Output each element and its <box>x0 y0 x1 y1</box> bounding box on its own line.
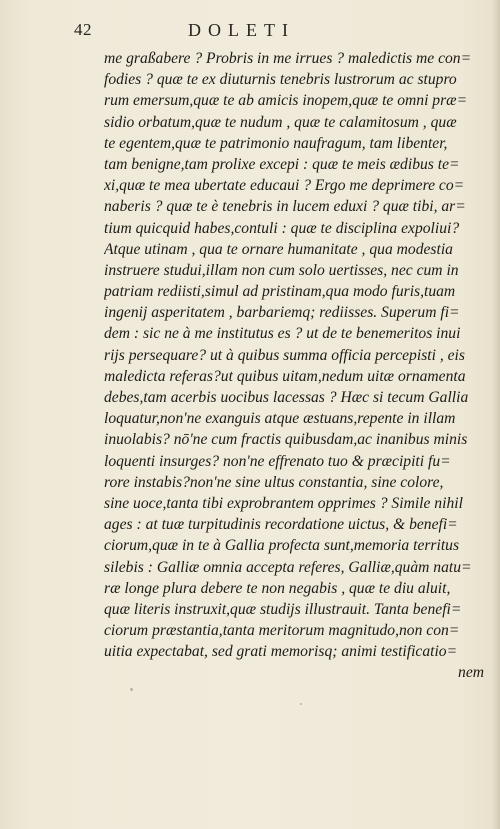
running-title: DOLETI <box>188 20 295 40</box>
text-line: debes,tam acerbis uocibus lacessas ? Hæc si tecum Gallia <box>104 389 469 406</box>
text-line: naberis ? quæ te è tenebris in lucem eduxi ? quæ tibi, ar= <box>104 198 466 216</box>
text-line: Atque utinam , qua te ornare humanitate , qua modestia <box>104 240 453 258</box>
text-line: patriam rediisti,simul ad pristinam,qua modo furis,tuam <box>104 283 456 301</box>
text-line: me graßabere ? Probris in me irrues ? maledictis me con= <box>104 50 472 67</box>
text-line: ræ longe plura debere te non negabis , quæ te diu aluit, <box>104 579 451 597</box>
text-line: instruere studui,illam non cum solo uertisses, nec cum in <box>104 261 459 279</box>
paper-speck <box>130 688 133 691</box>
catchword: nem <box>458 664 484 682</box>
text-line: loquenti insurges? non'ne effrenato tuo & præcipiti fu= <box>104 452 451 470</box>
page-edge-shadow <box>492 0 500 829</box>
text-line: tium quicquid habes,contuli : quæ te disciplina expoliui? <box>104 219 460 237</box>
text-line: uitia expectabat, sed grati memorisq; animi testificatio= <box>104 643 458 661</box>
text-line: dem : sic ne à me institutus es ? ut de te benemeritos inui <box>104 325 461 343</box>
text-line: maledicta referas?ut quibus uitam,nedum uitæ ornamenta <box>104 367 466 385</box>
text-line: rum emersum,quæ te ab amicis inopem,quæ te omni præ= <box>104 92 468 110</box>
text-line: fodies ? quæ te ex diuturnis tenebris lustrorum ac stupro <box>104 71 457 89</box>
text-line: ciorum,quæ in te à Gallia profecta sunt,memoria territus <box>104 537 460 555</box>
text-line: te egentem,quæ te patrimonio naufragum, tam libenter, <box>104 134 448 152</box>
text-line: loquatur,non'ne exanguis atque æstuans,repente in illam <box>104 410 456 428</box>
text-line: rijs persequare? ut à quibus summa officia percepisti , eis <box>104 346 465 364</box>
text-line: xi,quæ te mea ubertate educaui ? Ergo me deprimere co= <box>104 177 465 195</box>
body-text <box>104 48 484 684</box>
text-line: ciorum præstantia,tanta meritorum magnitudo,non con= <box>104 622 460 640</box>
page-number: 42 <box>74 20 92 39</box>
text-line: silebis : Galliæ omnia accepta referes, Galliæ,quàm natu= <box>104 558 472 576</box>
text-line: inuolabis? nō'ne cum fractis quibusdam,ac inanibus minis <box>104 431 468 449</box>
text-line: ingenij asperitatem , barbariemq; rediisses. Superum fi= <box>104 304 460 322</box>
text-line: tam benigne,tam prolixe excepi : quæ te meis ædibus te= <box>104 155 460 173</box>
running-head <box>0 20 500 44</box>
text-line: ages : at tuæ turpitudinis recordatione uictus, & benefi= <box>104 516 458 534</box>
text-line: rore instabis?non'ne sine ultus constantia, sine colore, <box>104 473 444 491</box>
text-line: quæ literis instruxit,quæ studijs illustrauit. Tanta benefi= <box>104 600 462 618</box>
text-line: sine uoce,tanta tibi exprobrantem opprimes ? Simile nihil <box>104 494 463 512</box>
text-line: sidio orbatum,quæ te nudum , quæ te calamitosum , quæ <box>104 113 457 131</box>
paper-speck <box>300 703 302 705</box>
